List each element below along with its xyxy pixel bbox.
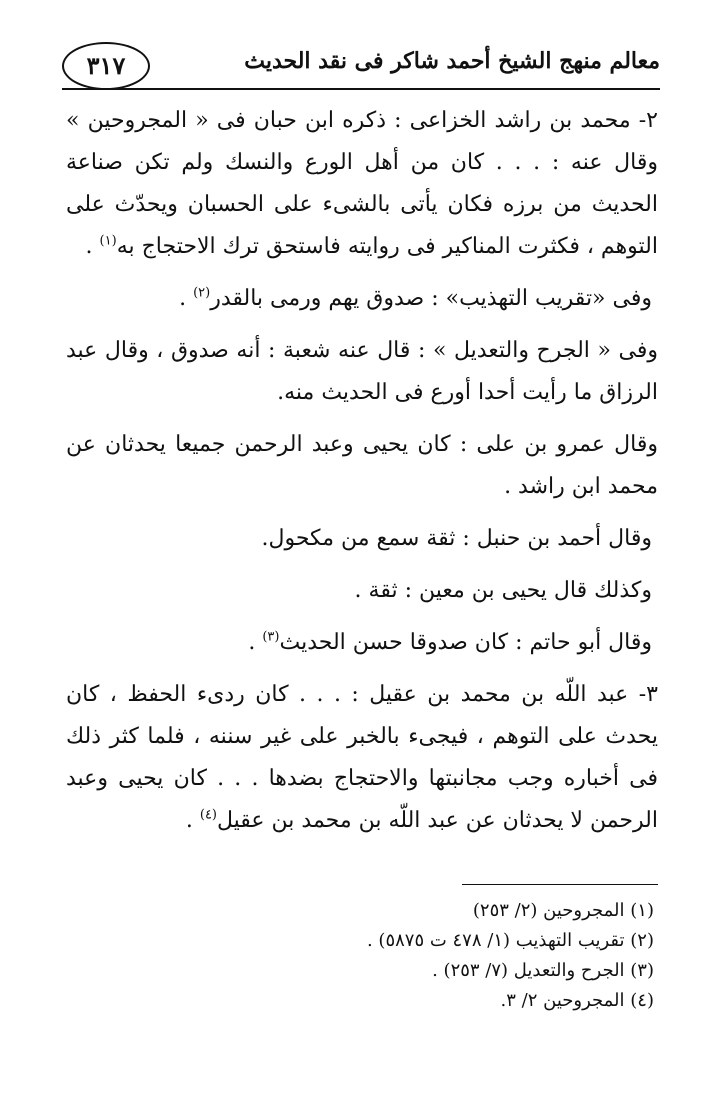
- running-title: معالم منهج الشيخ أحمد شاكر فى نقد الحديث: [244, 48, 660, 74]
- paragraph: [66, 100, 658, 268]
- paragraph: [66, 330, 658, 414]
- paragraph: [66, 278, 658, 320]
- paragraph-text: وقال أبو حاتم : كان صدوقا حسن الحديث: [279, 630, 652, 655]
- paragraph-text: وكذلك قال يحيى بن معين : ثقة .: [354, 578, 652, 603]
- paragraph: [66, 424, 658, 508]
- footnote-ref: (١): [99, 233, 117, 249]
- paragraph-end: .: [179, 286, 194, 311]
- paragraph-text: ٣- عبد اللّه بن محمد بن عقيل : . . . كان ردىء الحفظ ، كان يحدث على التوهم ، فيجىء بالخبر على غير سننه ، فلما كثر ذلك فى أخباره وجب مجانبتها والاحتجاج بضدها . . . كان يحيى وعبد الرحمن لا يحدثان عن عبد اللّه بن محمد بن عقيل: [66, 682, 658, 833]
- footnote-ref: (٣): [262, 629, 280, 645]
- paragraph-text: وفى «تقريب التهذيب» : صدوق يهم ورمى بالقدر: [210, 286, 652, 311]
- page-number: ٣١٧: [86, 51, 126, 80]
- main-text: [66, 100, 658, 842]
- footnote: (١) المجروحين (٢/ ٢٥٣): [472, 900, 654, 921]
- footnotes: [94, 896, 654, 1016]
- paragraph: [66, 674, 658, 842]
- footnote-ref: (٤): [199, 807, 217, 823]
- paragraph: [66, 622, 658, 664]
- footnote: (٢) تقريب التهذيب (١/ ٤٧٨ ت ٥٨٧٥) .: [366, 930, 654, 951]
- paragraph-end: .: [185, 808, 200, 833]
- page-header: [62, 42, 660, 90]
- paragraph-end: .: [248, 630, 263, 655]
- paragraph: [66, 518, 658, 560]
- paragraph-text: وفى « الجرح والتعديل » : قال عنه شعبة : أنه صدوق ، وقال عبد الرزاق ما رأيت أحدا أورع فى الحديث منه.: [66, 338, 658, 405]
- paragraph-end: .: [85, 234, 100, 259]
- footnote: (٤) المجروحين ٢/ ٣.: [500, 990, 654, 1011]
- footnote-ref: (٢): [193, 285, 211, 301]
- paragraph: [66, 570, 658, 612]
- paragraph-text: وقال عمرو بن على : كان يحيى وعبد الرحمن جميعا يحدثان عن محمد ابن راشد .: [66, 432, 658, 499]
- paragraph-text: ٢- محمد بن راشد الخزاعى : ذكره ابن حبان فى « المجروحين » وقال عنه : . . . كان من أهل الورع والنسك ولم تكن صناعة الحديث من برزه فكان يأتى بالشىء على الحسبان ويحدّث على التوهم ، فكثرت المناكير فى روايته فاستحق ترك الاحتجاج به: [66, 108, 658, 259]
- footnote: (٣) الجرح والتعديل (٧/ ٢٥٣) .: [432, 960, 654, 981]
- header-rule: [62, 88, 660, 90]
- footnote-rule: [462, 884, 658, 885]
- paragraph-text: وقال أحمد بن حنبل : ثقة سمع من مكحول.: [261, 526, 652, 551]
- page-number-badge: [62, 42, 150, 90]
